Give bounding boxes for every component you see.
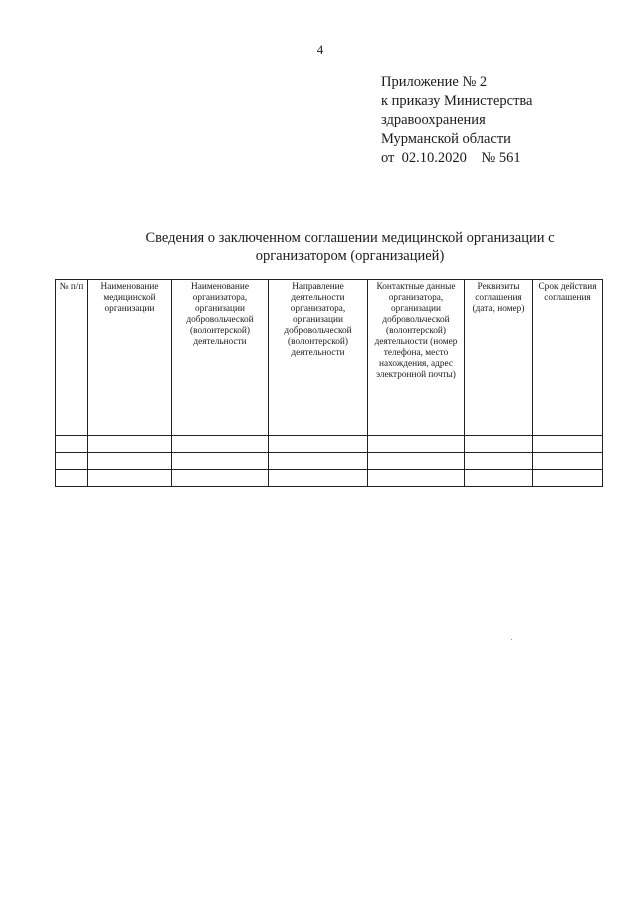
header-organizer-name: Наименование организатора, организации добровольческой (волонтерской) деятельности (172, 280, 269, 436)
table-header-row (56, 280, 603, 436)
agreement-table (55, 279, 603, 487)
table-cell (88, 453, 172, 470)
table-cell (465, 470, 533, 487)
table-cell (368, 453, 465, 470)
table-cell (368, 436, 465, 453)
document-title-line-1: Сведения о заключенном соглашении медицинской организации с (145, 230, 555, 246)
appendix-line-order: к приказу Министерства (381, 93, 533, 109)
header-agreement-term: Срок действия соглашения (533, 280, 603, 436)
header-agreement-details: Реквизиты соглашения (дата, номер) (465, 280, 533, 436)
header-activity-direction: Направление деятельности организатора, организации добровольческой (волонтерской) деятельности (269, 280, 368, 436)
table-cell (465, 436, 533, 453)
table-cell (465, 453, 533, 470)
table-cell (172, 453, 269, 470)
document-title-line-2: организатором (организацией) (255, 248, 445, 264)
appendix-header (381, 73, 533, 168)
document-title (120, 229, 580, 265)
header-number: № п/п (56, 280, 88, 436)
table-row (56, 436, 603, 453)
appendix-line-ministry: здравоохранения (381, 112, 486, 128)
table-cell (269, 453, 368, 470)
appendix-line-title: Приложение № 2 (381, 74, 488, 90)
scan-speck (511, 639, 512, 640)
table-cell (88, 436, 172, 453)
table-cell (269, 470, 368, 487)
table-cell (56, 470, 88, 487)
header-contact-details: Контактные данные организатора, организации добровольческой (волонтерской) деятельности (номер телефона, место нахождения, адрес электронной почты) (368, 280, 465, 436)
table-cell (533, 453, 603, 470)
table-cell (56, 436, 88, 453)
table-cell (56, 453, 88, 470)
page-number: 4 (316, 42, 324, 57)
table-cell (269, 436, 368, 453)
table-row (56, 470, 603, 487)
table-cell (533, 470, 603, 487)
appendix-line-region: Мурманской области (381, 131, 511, 147)
table-cell (172, 470, 269, 487)
table-cell (533, 436, 603, 453)
appendix-line-date-number: от 02.10.2020 № 561 (381, 150, 521, 166)
table-cell (172, 436, 269, 453)
header-medical-organization: Наименование медицинской организации (88, 280, 172, 436)
table-cell (368, 470, 465, 487)
table-row (56, 453, 603, 470)
table-cell (88, 470, 172, 487)
